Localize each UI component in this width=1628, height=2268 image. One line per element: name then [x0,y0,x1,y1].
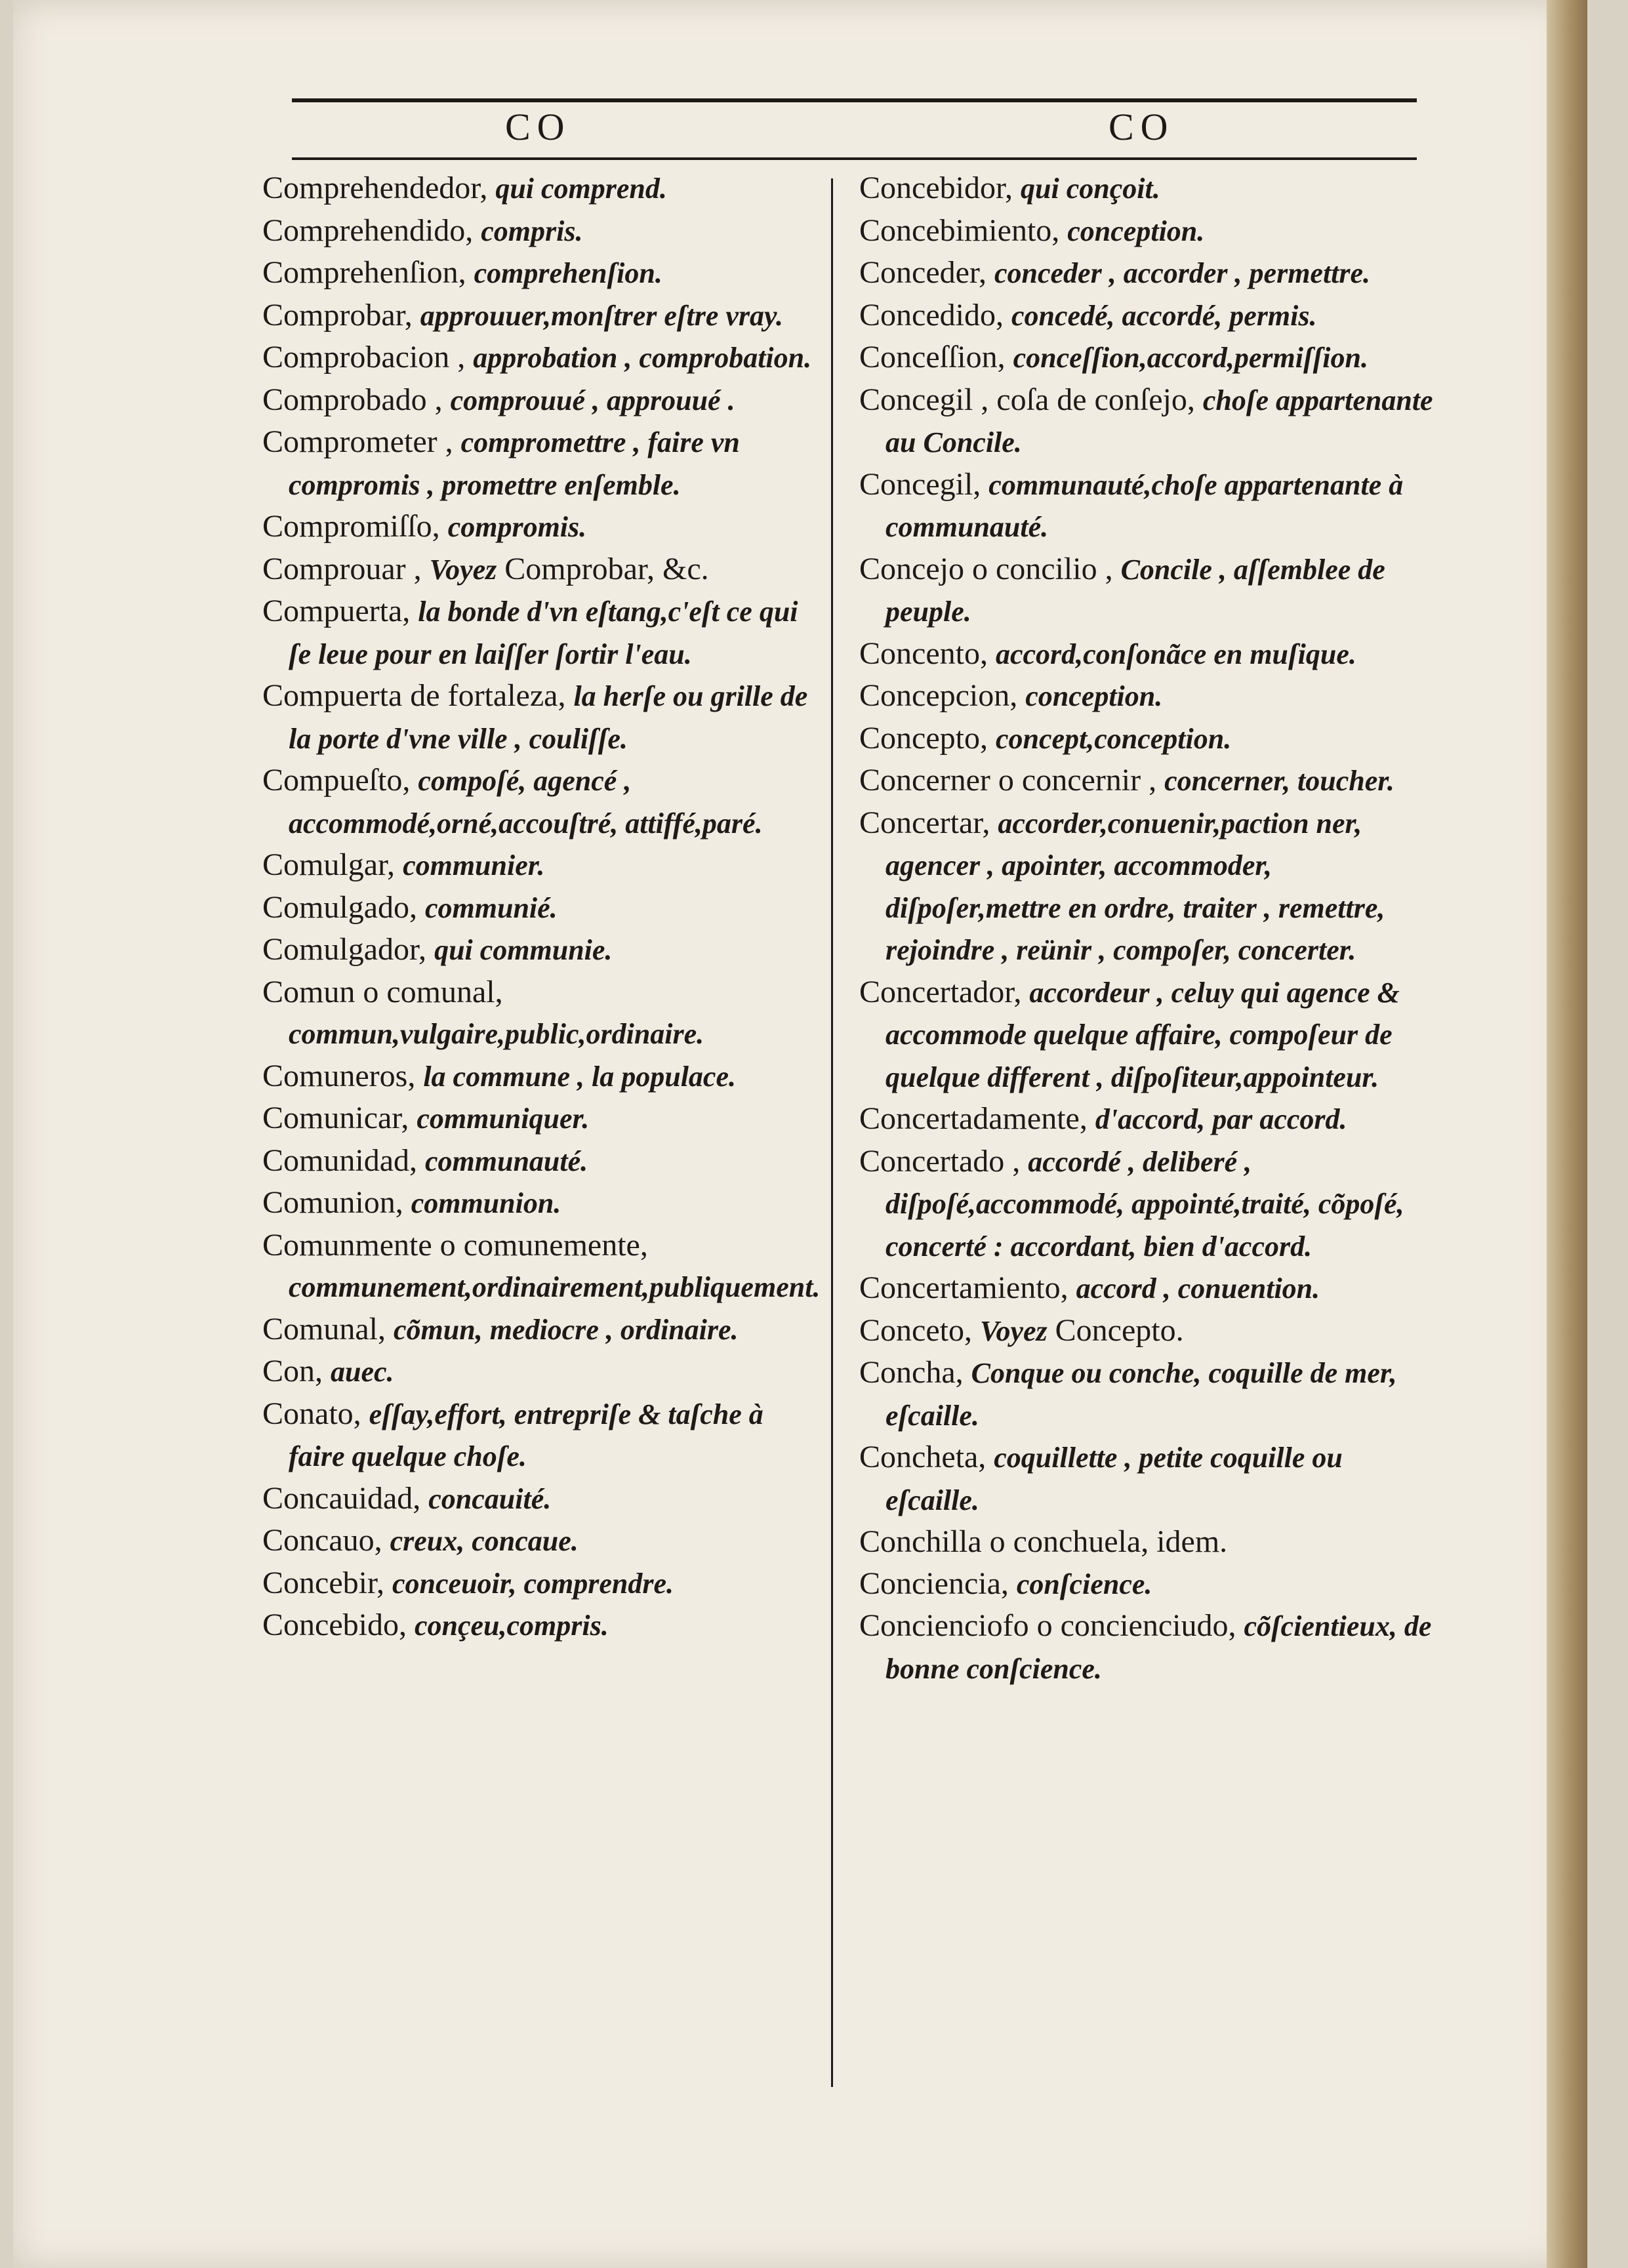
dictionary-entry [262,1393,820,1478]
headword: Concerner o concernir , [859,763,1157,798]
dictionary-entry [859,548,1436,633]
gloss: concedé, accordé, permis. [1011,299,1317,332]
headword: Concebido, [262,1608,407,1642]
dictionary-entry [859,1098,1436,1141]
dictionary-entry [859,1563,1436,1606]
headword: Comprobado , [262,382,443,417]
headword: Concegil , coſa de conſejo, [859,382,1195,417]
header-top-rule [292,98,1417,102]
gloss: concerner, toucher. [1164,765,1394,797]
gloss: accordé , deliberé , diſpoſé,accommodé, appointé,traité, cõpoſé, concerté : accordant, bien d'accord. [885,1145,1404,1263]
dictionary-entry [859,294,1436,337]
headword: Concejo o concilio , [859,551,1113,586]
dictionary-entry [262,929,820,971]
dictionary-entry [262,506,820,548]
gloss: conception. [1025,680,1163,712]
headword: Conceto, [859,1312,972,1348]
dictionary-entry [262,971,820,1055]
gloss: compris. [481,214,583,247]
dictionary-entry [859,379,1436,464]
book-page [13,0,1587,2268]
headword: Comprobar, [262,297,413,333]
gloss: communier. [403,849,545,881]
headword: Conceder, [859,255,987,290]
dictionary-entry [262,844,820,887]
gloss: creux, concaue. [390,1525,579,1557]
gloss: communié. [425,891,558,924]
headword: Compuerta de fortaleza, [262,678,566,713]
gloss: approbation , comprobation. [473,342,812,374]
headword: Comunmente o comunemente, [262,1227,648,1263]
gloss: communiquer. [417,1103,590,1135]
gloss: comprouué , approuué . [450,384,735,416]
headword: Conchilla o conchuela, [859,1524,1149,1559]
dictionary-entry [262,379,820,422]
gloss: qui communie. [434,934,613,966]
headword: Concienciofo o concienciudo, [859,1608,1236,1643]
dictionary-entry [262,548,820,591]
cross-reference: idem. [1156,1524,1228,1559]
headword: Concertamiento, [859,1270,1068,1305]
headword: Compuerta, [262,594,411,628]
dictionary-entry [262,1350,820,1393]
dictionary-entry [859,252,1436,294]
dictionary-entry [262,1225,820,1308]
headword: Concedido, [859,297,1004,333]
dictionary-entry [859,336,1436,379]
left-column [262,167,820,1647]
gloss: approuuer,monſtrer eſtre vray. [420,299,783,332]
gloss: cõmun, mediocre , ordinaire. [394,1313,739,1346]
dictionary-entry [859,718,1436,760]
gloss: accorder,conuenir,paction ner, agencer , apointer, accommoder, diſpoſer,mettre en ordre, traiter , remettre, rejoindre , reünir , compoſer, concerter. [885,807,1385,966]
dictionary-entry [859,464,1436,548]
gloss: accord , conuention. [1076,1272,1320,1305]
headword: Concebimiento, [859,213,1060,248]
headword: Concertar, [859,805,990,840]
dictionary-entry [262,1308,820,1351]
dictionary-entry [262,1604,820,1647]
headword: Concegil, [859,466,981,502]
dictionary-entry [262,1055,820,1098]
headword: Comulgado, [262,889,417,925]
headword: Conceſſion, [859,340,1006,375]
gloss: accordeur , celuy qui agence & accommode quelque affaire, compoſeur de quelque different , diſpoſiteur,appointeur. [885,976,1400,1093]
gloss: Voyez [429,553,497,586]
headword: Concha, [859,1355,964,1390]
gloss: Voyez [979,1314,1048,1347]
dictionary-entry [859,210,1436,253]
gloss: la bonde d'vn eſtang,c'eſt ce qui ſe leue pour en laiſſer ſortir l'eau. [289,596,798,670]
dictionary-entry [859,1141,1436,1268]
gloss: concauité. [428,1482,552,1515]
gloss: conceder , accorder , permettre. [994,257,1371,289]
headword: Concepcion, [859,678,1018,713]
headword: Comprobacion , [262,340,466,375]
headword: Concebidor, [859,171,1013,205]
gloss: cõſcientieux, de bonne conſcience. [885,1610,1432,1685]
dictionary-entry [262,252,820,294]
gloss: coquillette , petite coquille ou eſcaille. [885,1442,1343,1516]
gloss: d'accord, par accord. [1095,1103,1347,1135]
headword: Concauo, [262,1523,382,1558]
dictionary-entry [859,1605,1436,1690]
cross-reference: Concepto. [1055,1312,1184,1348]
headword: Comprehendido, [262,213,474,248]
headword: Comunal, [262,1311,386,1347]
headword: Comprehendedor, [262,171,488,205]
cross-reference: Comprobar, &c. [504,551,709,586]
dictionary-entry [262,167,820,210]
dictionary-entry [859,1352,1436,1436]
headword: Conato, [262,1396,361,1431]
headword: Comun o comunal, [262,974,503,1009]
gloss: Concile , aſſemblee de peuple. [885,553,1385,628]
gloss: accord,conſonãce en muſique. [995,638,1356,670]
headword: Concertador, [859,974,1022,1009]
dictionary-entry [262,336,820,379]
headword: Comulgar, [262,847,396,882]
dictionary-entry [859,1436,1436,1521]
dictionary-entry [859,675,1436,718]
gloss: compromis. [447,511,587,543]
headword: Con, [262,1354,323,1388]
headword: Concheta, [859,1440,987,1474]
gloss: conçeu,compris. [414,1610,609,1642]
header-left: CO [505,106,571,148]
gloss: compoſé, agencé , accommodé,orné,accouſtré, attiffé,paré. [289,765,763,840]
gloss: communauté. [425,1144,588,1177]
gloss: conceuoir, comprendre. [392,1567,674,1600]
dictionary-entry [262,1140,820,1183]
header-bottom-rule [292,157,1417,160]
headword: Comprometer , [262,424,453,459]
gloss: qui comprend. [495,172,667,205]
gloss: auec. [331,1356,394,1388]
headword: Concertado , [859,1143,1021,1179]
dictionary-entry [859,1521,1436,1563]
dictionary-entry [262,421,820,506]
dictionary-entry [859,1267,1436,1310]
gloss: choſe appartenante au Concile. [885,384,1433,458]
gloss: conception. [1067,214,1205,247]
dictionary-entry [262,1520,820,1562]
dictionary-entry [262,887,820,929]
gloss: conſcience. [1016,1568,1152,1600]
gloss: communion. [411,1187,561,1219]
dictionary-entry [262,590,820,675]
dictionary-entry [262,759,820,844]
dictionary-entry [859,759,1436,802]
page-binding-edge [1547,0,1587,2268]
dictionary-entry [859,1310,1436,1352]
dictionary-entry [262,1097,820,1140]
headword: Conciencia, [859,1566,1009,1601]
headword: Compueſto, [262,763,411,798]
headword: Compromiſſo, [262,509,440,544]
dictionary-entry [262,1182,820,1225]
gloss: conceſſion,accord,permiſſion. [1013,342,1368,374]
headword: Concepto, [859,720,988,756]
headword: Comunicar, [262,1101,409,1135]
dictionary-entry [262,1562,820,1605]
dictionary-entry [262,294,820,337]
headword: Concebir, [262,1565,385,1600]
headword: Comprehenſion, [262,255,466,290]
gloss: communement,ordinairement,publiquement. [289,1271,821,1303]
right-column [859,167,1436,1690]
headword: Comprouar , [262,551,422,586]
gloss: concept,conception. [995,722,1232,755]
running-header [292,105,1417,161]
gloss: eſſay,effort, entrepriſe & taſche à faire quelque choſe. [289,1398,763,1472]
headword: Comunion, [262,1185,403,1220]
dictionary-entry [262,210,820,253]
column-divider [831,178,833,2087]
gloss: Conque ou conche, coquille de mer, eſcaille. [885,1357,1397,1432]
headword: Concento, [859,636,988,671]
headword: Concauidad, [262,1480,421,1516]
gloss: communauté,choſe appartenante à communauté. [885,468,1404,543]
dictionary-entry [262,1478,820,1520]
header-right: CO [1109,106,1175,148]
dictionary-entry [859,167,1436,210]
gloss: commun,vulgaire,public,ordinaire. [289,1018,704,1050]
headword: Comuneros, [262,1058,416,1093]
dictionary-entry [859,633,1436,676]
dictionary-entry [262,675,820,759]
headword: Comulgador, [262,932,427,967]
headword: Comunidad, [262,1143,417,1178]
gloss: compromettre , faire vn compromis , promettre enſemble. [289,426,740,501]
dictionary-entry [859,802,1436,971]
gloss: la herſe ou grille de la porte d'vne ville , couliſſe. [289,680,808,755]
gloss: la commune , la populace. [423,1060,736,1093]
headword: Concertadamente, [859,1101,1088,1136]
gloss: comprehenſion. [474,257,662,289]
gloss: qui conçoit. [1021,172,1160,205]
dictionary-entry [859,971,1436,1099]
